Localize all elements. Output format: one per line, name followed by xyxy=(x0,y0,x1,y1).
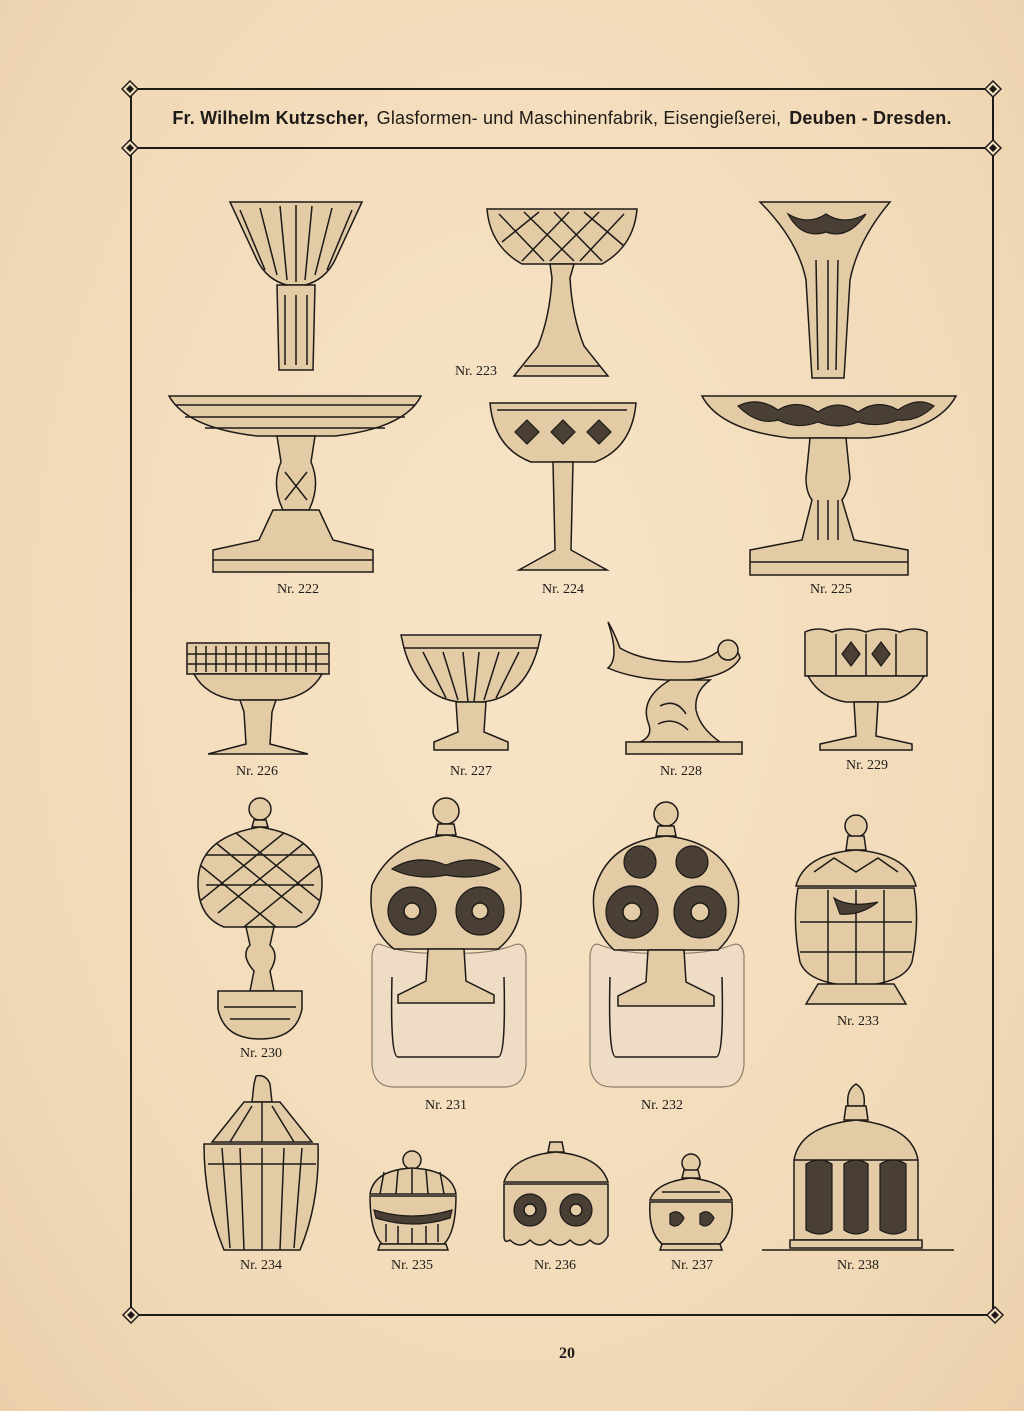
item-label: Nr. 224 xyxy=(542,582,584,597)
frame-left-rule xyxy=(130,88,132,1316)
glass-item-234 xyxy=(200,1072,322,1256)
frame-right-rule xyxy=(992,88,994,1316)
glass-item-223 xyxy=(484,206,640,382)
compote-illustration xyxy=(184,640,332,760)
item-label: Nr. 225 xyxy=(810,582,852,597)
glass-item-229 xyxy=(802,626,930,754)
glass-item-226 xyxy=(184,640,332,760)
faceted-jar-illustration xyxy=(200,1072,322,1256)
corner-ornament-icon xyxy=(986,1306,1004,1324)
item-label: Nr. 236 xyxy=(534,1258,576,1273)
small-covered-box-illustration xyxy=(648,1152,734,1252)
item-label: Nr. 227 xyxy=(450,764,492,779)
round-covered-box-illustration xyxy=(368,1148,458,1252)
domed-covered-jar-illustration xyxy=(760,1080,956,1254)
stemmed-bowl-illustration xyxy=(484,206,640,382)
glass-item-237 xyxy=(648,1152,734,1252)
item-label: Nr. 222 xyxy=(277,582,319,597)
scalloped-covered-box-illustration xyxy=(500,1140,612,1252)
frame-header-rule xyxy=(130,147,992,149)
item-label: Nr. 231 xyxy=(425,1098,467,1113)
covered-goblet-illustration xyxy=(196,795,324,1045)
glass-item-232 xyxy=(586,800,746,1096)
glass-item-225 xyxy=(698,200,960,580)
figural-dish-illustration xyxy=(600,618,750,758)
glass-item-230 xyxy=(196,795,324,1045)
item-label: Nr. 232 xyxy=(641,1098,683,1113)
item-label: Nr. 234 xyxy=(240,1258,282,1273)
glass-item-233 xyxy=(794,812,920,1010)
epergne-illustration xyxy=(165,200,425,580)
covered-jar-illustration xyxy=(794,812,920,1010)
corner-ornament-icon xyxy=(122,1306,140,1324)
item-label: Nr. 230 xyxy=(240,1046,282,1061)
glass-item-227 xyxy=(398,632,544,756)
glass-item-231 xyxy=(368,795,528,1095)
item-label: Nr. 237 xyxy=(671,1258,713,1273)
item-label: Nr. 229 xyxy=(846,758,888,773)
leaf-epergne-illustration xyxy=(698,200,960,580)
glass-item-235 xyxy=(368,1148,458,1252)
footed-bowl-illustration xyxy=(398,632,544,756)
company-name: Fr. Wilhelm Kutzscher, xyxy=(172,108,369,128)
goblet-illustration xyxy=(487,400,639,576)
catalog-header xyxy=(132,90,992,147)
glass-item-222 xyxy=(165,200,425,580)
item-label: Nr. 223 xyxy=(455,364,497,379)
company-location: Deuben - Dresden. xyxy=(789,108,952,128)
page-number: 20 xyxy=(559,1345,575,1362)
glass-item-236 xyxy=(500,1140,612,1252)
paneled-compote-illustration xyxy=(802,626,930,754)
glass-item-228 xyxy=(600,618,750,758)
item-label: Nr. 233 xyxy=(837,1014,879,1029)
covered-sugar-with-plate-illustration xyxy=(368,795,528,1095)
item-label: Nr. 235 xyxy=(391,1258,433,1273)
glass-item-238 xyxy=(760,1080,956,1254)
glass-item-224 xyxy=(487,400,639,576)
item-label: Nr. 226 xyxy=(236,764,278,779)
covered-sugar-with-plate-illustration xyxy=(586,800,746,1096)
item-label: Nr. 238 xyxy=(837,1258,879,1273)
company-description: Glasformen- und Maschinenfabrik, Eisengießerei, xyxy=(376,108,782,128)
item-label: Nr. 228 xyxy=(660,764,702,779)
frame-bottom-rule xyxy=(130,1314,996,1316)
